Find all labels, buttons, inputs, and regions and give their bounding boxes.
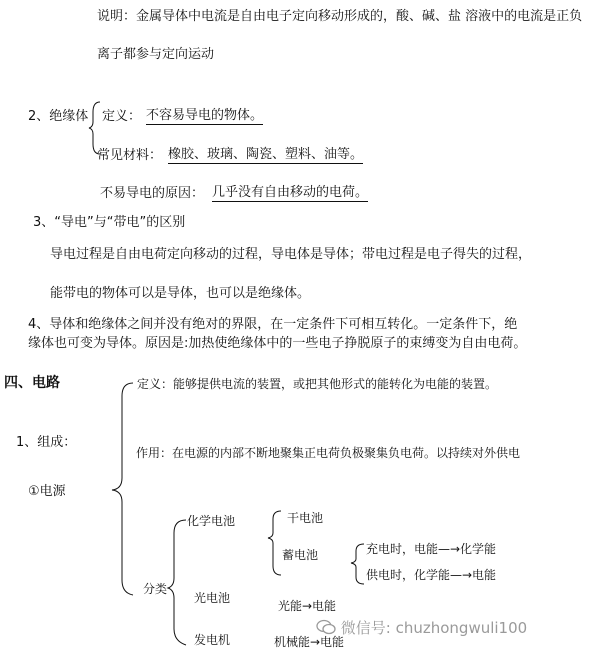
diff-line-2: 能带电的物体可以是导体，也可以是绝缘体。 <box>50 286 311 301</box>
diff-title: 3、“导电”与“带电”的区别 <box>33 215 186 230</box>
photo-conversion: 光能→电能 <box>278 599 337 613</box>
insulator-brace <box>89 102 100 154</box>
circuit-heading: 四、电路 <box>4 375 60 391</box>
insulator-title: 2、绝缘体 <box>28 109 89 124</box>
watermark <box>316 617 527 638</box>
chem-battery-label: 化学电池 <box>187 514 236 528</box>
discharging-text: 供电时，化学能—→电能 <box>366 568 497 582</box>
insulator-def-text: 不容易导电的物体。 <box>146 108 264 123</box>
convert-line-2: 缘体也可变为导体。原因是:加热使绝缘体中的一些电子挣脱原子的束缚变为自由电荷。 <box>28 336 527 351</box>
convert-line-1: 4、导体和绝缘体之间并没有绝对的界限，在一定条件下可相互转化。一定条件下，绝 <box>28 317 518 332</box>
watermark-text: 微信号: chuzhongwuli100 <box>340 619 528 637</box>
source-label: ①电源 <box>28 484 66 499</box>
wechat-icon <box>316 619 336 635</box>
chem-brace <box>268 511 281 575</box>
source-function: 作用：在电源的内部不断地聚集正电荷负极聚集负电荷。以持续对外供电 <box>136 446 521 460</box>
explain-line-2: 离子都参与定向运动 <box>97 47 215 62</box>
source-brace <box>112 383 133 595</box>
composition-label: 1、组成： <box>16 435 77 450</box>
source-definition: 定义：能够提供电流的装置，或把其他形式的能转化为电能的装置。 <box>137 377 498 391</box>
insulator-def-label: 定义： <box>102 109 142 124</box>
insulator-common-text: 橡胶、玻璃、陶瓷、塑料、油等。 <box>168 147 364 162</box>
dry-cell-label: 干电池 <box>287 511 324 525</box>
charging-text: 充电时，电能—→化学能 <box>366 542 497 556</box>
diff-line-1: 导电过程是自由电荷定向移动的过程，导电体是导体；带电过程是电子得失的过程， <box>50 247 532 262</box>
generator-conversion: 机械能→电能 <box>274 635 345 649</box>
generator-label: 发电机 <box>194 633 231 647</box>
insulator-reason-label: 不易导电的原因： <box>100 186 205 201</box>
photo-cell-label: 光电池 <box>194 591 231 605</box>
classify-brace <box>168 520 186 645</box>
explain-line-1: 说明：金属导体中电流是自由电子定向移动形成的，酸、碱、盐 溶液中的电流是正负 <box>97 9 583 24</box>
storage-battery-label: 蓄电池 <box>282 548 319 562</box>
classify-label: 分类 <box>143 582 168 596</box>
storage-brace <box>351 544 364 584</box>
insulator-reason-text: 几乎没有自由移动的电荷。 <box>212 185 369 200</box>
insulator-common-label: 常见材料： <box>97 148 163 163</box>
